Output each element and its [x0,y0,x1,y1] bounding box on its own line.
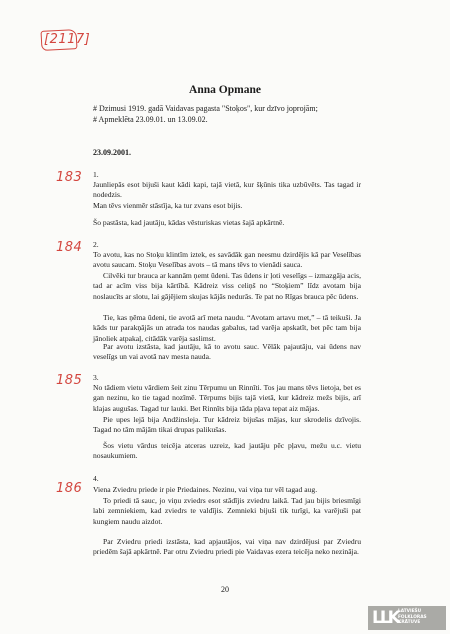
section-number-1: 1. [93,170,99,179]
paragraph: Man tēvs vienmēr stāstīja, ka tur zvans esot bijis. [93,201,243,210]
section-number-4: 4. [93,474,99,483]
handwritten-reference: [2117] [44,32,91,47]
paragraph: Par avotu izstāsta, kad jautāju, kā to avotu sauc. Vēlāk pajautāju, vai ūdens nav veselīgs un vai avotā nav mesta nauda. [93,342,361,362]
paragraph: To avotu, kas no Stoķu klintīm iztek, es savādāk gan neesmu dzirdējis kā par Veselības avotu saucam. Stoķu Veselības avots – tā mans tēvs to vienādi sauca. [93,250,361,270]
logo-text [398,609,427,626]
meta-visit-line: # Apmeklēta 23.09.01. un 13.09.02. [93,114,208,124]
paragraph: Par Zviedru priedi izstāsta, kad apjautājos, vai viņa nav dzirdējusi par Zviedru priedēm šajā apkārtnē. Par otru Zviedru priedi pie Vaidavas ezera teicēja neko nezināja. [93,537,361,557]
meta-birth-line: # Dzimusi 1919. gadā Vaidavas pagasta "Stoķos", kur dzīvo joprojām; [93,104,318,113]
logo-line: KRĀTUVE [398,620,421,626]
paragraph: Pie upes lejā bija Andžinsleja. Tur kādreiz bijušas mājas, kur skrodelis dzīvojis. Tagad no tām mājām tikai drupas palikušas. [93,415,361,435]
paragraph: Viena Zviedru priede ir pie Priedaines. Nezinu, vai viņa tur vēl tagad aug. [93,485,318,494]
logo-line: FOLKLORAS [398,614,427,620]
paragraph: Cilvēki tur brauca ar kannām ņemt ūdeni. Tas ūdens ir ļoti veselīgs – izmazgāja acis, tad ar acīm viss bija kārtībā. Kādreiz viss celiņš no “Stoķiem” līdz avotam bija noslaucīts ar slotu, lai gājējiem skujas kājās nedurās. Te pat no Rīgas brauca pēc ūdens. [93,271,361,301]
entry-date: 23.09.2001. [93,148,131,157]
paragraph: Šo pastāsta, kad jautāju, kādas vēsturiskas vietas šajā apkārtnē. [93,218,285,227]
paragraph: Jaunliepās esot bijuši kaut kādi kapi, tajā vietā, kur šķūnis tika uzbūvēts. Tas tagad ir nodedzis. [93,180,361,200]
meta-block [93,104,318,125]
logo-mark: LLK [372,608,398,628]
document-title: Anna Opmane [189,84,261,96]
archive-logo [368,606,446,630]
margin-number-184: 184 [56,240,83,255]
logo-line: LATVIEŠU [398,609,422,614]
margin-number-185: 185 [56,373,83,388]
paragraph: Tie, kas ņēma ūdeni, tie avotā arī meta naudu. “Avotam artavu met,” – tā teikuši. Ja kāds tur parakņājās un atrada tos naudas gabalus, tad varēja apskatīt, bet pēc tam bija jānoliek atpakaļ, citādāk varēja saslimst. [93,313,361,343]
paragraph: To priedi tā sauc, jo viņu zviedrs esot stādījis zviedru laikā. Tad jau bijis briesmīgi labi zemniekiem, kad zviedrs te valdījis. Zemnieki bijuši tik turīgi, ka varējuši pat kungiem naudu aizdot. [93,496,361,526]
section-number-2: 2. [93,240,99,249]
margin-number-183: 183 [56,170,83,185]
paragraph: No tādiem vietu vārdiem šeit zinu Tērpumu un Rinnīti. Tos jau mans tēvs lietoja, bet es gan nezinu, ko tie tagad nozīmē. Tērpums bijis tajā vietā, kur kādreiz mežs bijis, arī klajas augušas. Tagad tur lauki. Bet Rinnīts bija tāda pļava tepat aiz mājas. [93,383,361,413]
paragraph: Šos vietu vārdus teicēja atceras uzreiz, kad jautāju pēc pļavu, mežu u.c. vietu nosaukumiem. [93,441,361,461]
margin-number-186: 186 [56,481,83,496]
page-number: 20 [221,585,229,594]
section-number-3: 3. [93,373,99,382]
